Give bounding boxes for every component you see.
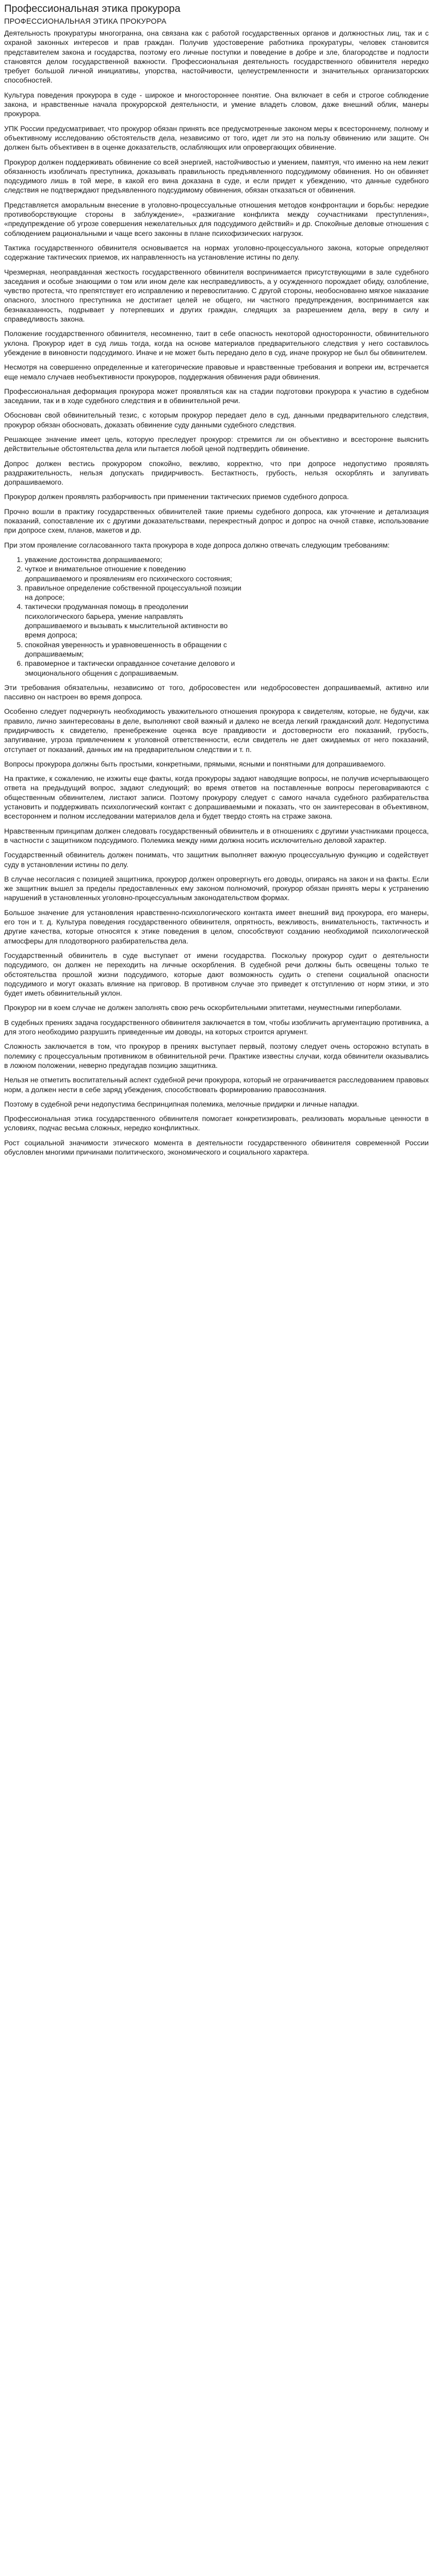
- list-item: 6. правомерное и тактически оправданное сочетание делового и эмоционального общения с допрашиваемым.: [25, 659, 241, 678]
- paragraph: В судебных прениях задача государственного обвинителя заключается в том, чтобы изобличить аргументацию противника, а для этого необходимо разрушить приведенные им доводы, на которых строится аргумент.: [4, 1018, 429, 1036]
- paragraph: На практике, к сожалению, не изжиты еще факты, когда прокуроры задают наводящие вопросы, не получив исчерпывающего ответа на предыдущий вопрос, задают следующий; во время ответов на поставленные вопросы переговариваются с общественным обвинителем, листают записи. Поэтому прокурору следует с самого начала судебного разбирательства установить и поддерживать психологический контакт с допрашиваемыми и показать, что он заинтересован в объективном, всестороннем и полном исследовании материалов дела и будет твердо стоять на страже закона.: [4, 774, 429, 821]
- list-item: 3. правильное определение собственной процессуальной позиции на допросе;: [25, 583, 241, 602]
- paragraph: Государственный обвинитель должен понимать, что защитник выполняет важную процессуальную функцию и содействует суду в установлении истины по делу.: [4, 851, 429, 869]
- paragraph: Культура поведения прокурора в суде - широкое и многостороннее понятие. Она включает в себя и строгое соблюдение закона, и нравственные начала прокурорской деятельности, и умение владеть словом, даже внешний облик, манеры прокурора.: [4, 90, 429, 118]
- paragraph: Обоснован свой обвинительный тезис, с которым прокурор передает дело в суд, данными предварительного следствия, прокурор обязан обосновать, доказать обвинение суду данными судебного следствия.: [4, 411, 429, 429]
- paragraph: Несмотря на совершенно определенные и категорические правовые и нравственные требования и вопреки им, встречается еще немало случаев необъективности прокуроров, поддержания обвинения ради обвинения.: [4, 363, 429, 381]
- paragraph: Допрос должен вестись прокурором спокойно, вежливо, корректно, что при допросе недопустимо проявлять раздражительность, нельзя допускать придирчивость. Бестактность, грубость, нельзя оскорблять и запугивать допрашиваемого.: [4, 459, 429, 487]
- requirements-list: [4, 555, 429, 678]
- paragraph: Прочно вошли в практику государственных обвинителей такие приемы судебного допроса, как уточнение и детализация показаний, сопоставление их с другими доказательствами, перекрестный допрос и допрос на очной ставке, использование при допросе схем, планов, макетов и др.: [4, 507, 429, 535]
- paragraph: Государственный обвинитель в суде выступает от имени государства. Поскольку прокурор судит о деятельности подсудимого, он должен не переходить на личные оскорбления. В судебной речи должны быть освещены только те обстоятельства прошлой жизни подсудимого, которые дают возможность судить о степени социальной опасности подсудимого и могут оказать влияние на приговор. В противном случае это приведет к отступлению от норм этики, и это будет иметь обвинительный уклон.: [4, 951, 429, 998]
- paragraph: Нравственным принципам должен следовать государственный обвинитель и в отношениях с другими участниками процесса, в частности с защитником подсудимого. Полемика между ними должна носить исключительно деловой характер.: [4, 826, 429, 844]
- paragraph: Деятельность прокуратуры многогранна, она связана как с работой государственных органов и должностных лиц, так и с охраной законных интересов и прав граждан. Получив удостоверение работника прокуратуры, человек становится представителем закона и государства, поэтому его личные поступки и поведение в добре и зле, благородстве и подлости становятся делом государственной важности. Профессиональная деятельность государственного обвинителя нередко требует большой личной инициативы, упорства, настойчивости, целеустремленности и значительных организаторских способностей.: [4, 29, 429, 85]
- paragraph: Особенно следует подчеркнуть необходимость уважительного отношения прокурора к свидетелям, которые, не будучи, как правило, лично заинтересованы в деле, выполняют свой важный и далеко не всегда легкий гражданский долг. Недопустима придирчивость к свидетелю, пренебрежение оценка всуе правдивости и достоверности его показаний, грубость, запугивание, угроза привлечением к уголовной ответственности, если свидетель не дает ожидаемых от него показаний, отступает от показаний, данных им на предварительном следствии и т. п.: [4, 707, 429, 754]
- list-item: 1. уважение достоинства допрашиваемого;: [25, 555, 429, 564]
- paragraph: Положение государственного обвинителя, несомненно, таит в себе опасность некоторой односторонности, обвинительного уклона. Прокурор идет в суд лишь тогда, когда на основе материалов предварительного следствия у него составилось убеждение в виновности подсудимого. Иначе и не может быть передано дело в суд, иначе прокурор не был бы обвинителем.: [4, 329, 429, 357]
- paragraph: Большое значение для установления нравственно-психологического контакта имеет внешний вид прокурора, его манеры, его тон и т. д. Культура поведения государственного обвинителя, опрятность, вежливость, внимательность, тактичность и другие качества, которые относятся к этике поведения в целом, способствуют созданию необходимой психологической атмосферы для плодотворного разбирательства дела.: [4, 908, 429, 945]
- paragraph: Профессиональная этика государственного обвинителя помогает конкретизировать, реализовать моральные ценности в условиях, подчас весьма сложных, нередко конфликтных.: [4, 1114, 429, 1132]
- paragraph: Чрезмерная, неоправданная жесткость государственного обвинителя воспринимается присутствующими в зале судебного заседания и особые знающими о том или ином деле как несправедливость, а у осужденного порождает обиду, озлобление, чувство протеста, что препятствует его исправлению и перевоспитанию. С другой стороны, необоснованно мягкое наказание опасного, злостного преступника не достигает целей не общего, ни частного предупреждения, воспринимается как безнаказанность, подрывает у потерпевших и других граждан, следящих за разрешением дела, веру в силу и справедливость закона.: [4, 267, 429, 324]
- paragraph: Представляется аморальным внесение в уголовно-процессуальные отношения методов конфронтации и борьбы: нередкие противоборствующие стороны в заблуждение», «разжигание конфликта между соучастниками преступления», «предупреждение об угрозе совершения нежелательных для подсудимого действий» и др. Спокойные деловые отношения с соблюдением рациональными и чаще всего законны в плане психофизических нагрузок.: [4, 200, 429, 237]
- paragraph: Профессиональная деформация прокурора может проявляться как на стадии подготовки прокурора к участию в судебном заседании, так и в ходе судебного следствия и в обвинительной речи.: [4, 387, 429, 405]
- paragraph: Рост социальной значимости этического момента в деятельности государственного обвинителя современной России обусловлен многими причинами политического, экономического и социального характера.: [4, 1138, 429, 1156]
- paragraph: УПК России предусматривает, что прокурор обязан принять все предусмотренные законом меры к всестороннему, полному и объективному исследованию обстоятельств дела, независимо от того, идет ли это на пользу обвинению или защите. Он должен быть объективен в в оценке доказательств, ослабляющих или опровергающих обвинение.: [4, 124, 429, 152]
- paragraph: Решающее значение имеет цель, которую преследует прокурор: стремится ли он объективно и всесторонне выяснить действительные обстоятельства дела или пытается любой ценой подтвердить обвинение.: [4, 435, 429, 453]
- article-body: [4, 28, 429, 1157]
- paragraph: Вопросы прокурора должны быть простыми, конкретными, прямыми, ясными и понятными для допрашиваемого.: [4, 759, 386, 768]
- paragraph: При этом проявление согласованного такта прокурора в ходе допроса должно отвечать следующим требованиям:: [4, 540, 390, 549]
- list-item: 2. чуткое и внимательное отношение к поведению допрашиваемого и проявлениям его психического состояния;: [25, 564, 241, 583]
- page: [0, 0, 437, 1157]
- paragraph: Прокурор должен проявлять разборчивость при применении тактических приемов судебного допроса.: [4, 492, 349, 501]
- paragraph: Сложность заключается в том, что прокурор в прениях выступает первый, поэтому следует очень осторожно вступать в полемику с процессуальным противником в обвинительной речи. Практике известны случаи, когда обвинители оказывались в ложном положении, неверно предугадав позицию защитника.: [4, 1042, 429, 1069]
- paragraph: Нельзя не отметить воспитательный аспект судебной речи прокурора, который не ограничивается расследованием правовых норм, а должен нести в себе заряд убеждения, способствовать формированию правосознания.: [4, 1076, 429, 1094]
- paragraph: В случае несогласия с позицией защитника, прокурор должен опровергнуть его доводы, опираясь на закон и на факты. Если же защитник вышел за пределы предоставленных ему законом полномочий, прокурор обязан принять меры к устранению нарушений в установленных уголовно-процессуальным законодательством формах.: [4, 874, 429, 902]
- paragraph: Прокурор ни в коем случае не должен заполнять свою речь оскорбительными эпитетами, неуместными гиперболами.: [4, 1003, 402, 1012]
- paragraph: Тактика государственного обвинителя основывается на нормах уголовно-процессуального закона, которые определяют содержание тактических приемов, их направленность на установление истины по делу.: [4, 243, 429, 262]
- page-subtitle: ПРОФЕССИОНАЛЬНАЯ ЭТИКА ПРОКУРОРА: [4, 18, 167, 26]
- list-item: 5. спокойная уверенность и уравновешенность в обращении с допрашиваемым;: [25, 640, 241, 659]
- paragraph: Эти требования обязательны, независимо от того, добросовестен или недобросовестен допрашиваемый, активно или пассивно он настроен во время допроса.: [4, 683, 429, 701]
- paragraph: Поэтому в судебной речи недопустима беспринципная полемика, мелочные придирки и личные нападки.: [4, 1099, 359, 1108]
- list-item: 4. тактически продуманная помощь в преодолении психологического барьера, умение направлять допрашиваемого и вызывать к мыслительной активности во время допроса;: [25, 602, 241, 639]
- page-title: Профессиональная этика прокурора: [4, 3, 181, 14]
- paragraph: Прокурор должен поддерживать обвинение со всей энергией, настойчивостью и умением, памятуя, что именно на нем лежит обязанность изобличать преступника, доказывать правильность предъявленного подсудимому обвинения. Но он обвиняет подсудимого лишь в той мере, в какой его вина доказана в суде, и если придет к убеждению, что данные судебного следствия не подтверждают предъявленного подсудимому обвинения, обязан отказаться от обвинения.: [4, 157, 429, 195]
